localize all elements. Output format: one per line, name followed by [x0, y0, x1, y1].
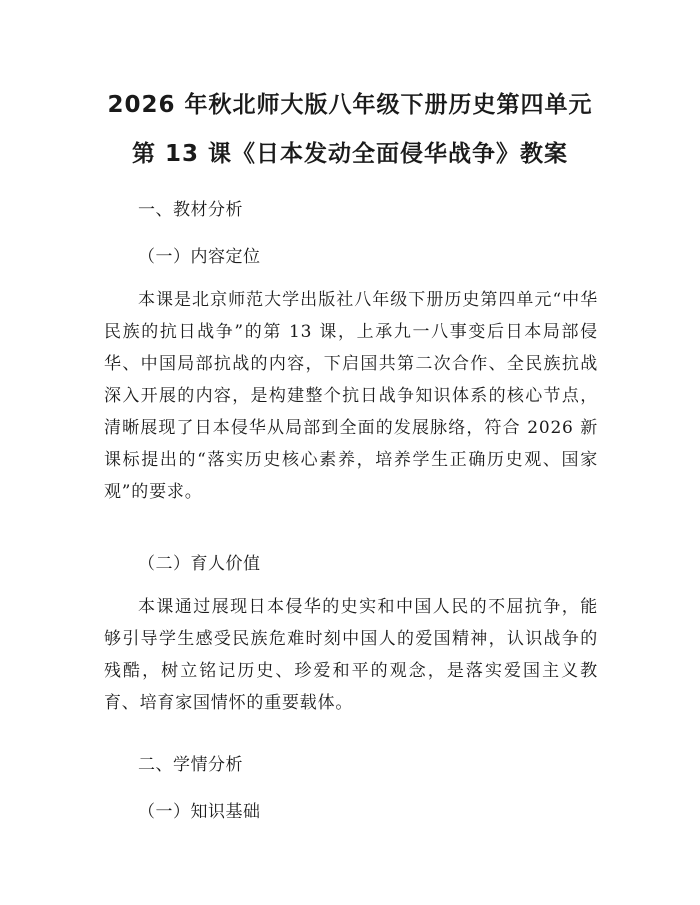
paragraph-content-positioning: 本课是北京师范大学出版社八年级下册历史第四单元“中华民族的抗日战争”的第 13 课，上承九一八事变后日本局部侵华、中国局部抗战的内容，下启国共第二次合作、全民族抗战深入开展的内容，是构建整个抗日战争知识体系的核心节点，清晰展现了日本侵华从局部到全面的发展脉络，符合 2026 新课标提出的“落实历史核心素养，培养学生正确历史观、国家观”的要求。: [104, 290, 598, 502]
section-heading-student-analysis: 二、学情分析: [138, 755, 243, 775]
section-heading-textbook-analysis: 一、教材分析: [138, 200, 243, 220]
document-title-line-2: 第 13 课《日本发动全面侵华战争》教案: [131, 141, 569, 167]
paragraph-educational-value: 本课通过展现日本侵华的史实和中国人民的不屈抗争，能够引导学生感受民族危难时刻中国人的爱国精神，认识战争的残酷，树立铭记历史、珍爱和平的观念，是落实爱国主义教育、培育家国情怀的重要载体。: [104, 597, 598, 713]
subsection-heading-educational-value: （二）育人价值: [138, 554, 261, 574]
document-title-line-1: 2026 年秋北师大版八年级下册历史第四单元: [107, 92, 593, 118]
subsection-heading-content-positioning: （一）内容定位: [138, 247, 261, 267]
subsection-heading-knowledge-base: （一）知识基础: [138, 802, 261, 822]
